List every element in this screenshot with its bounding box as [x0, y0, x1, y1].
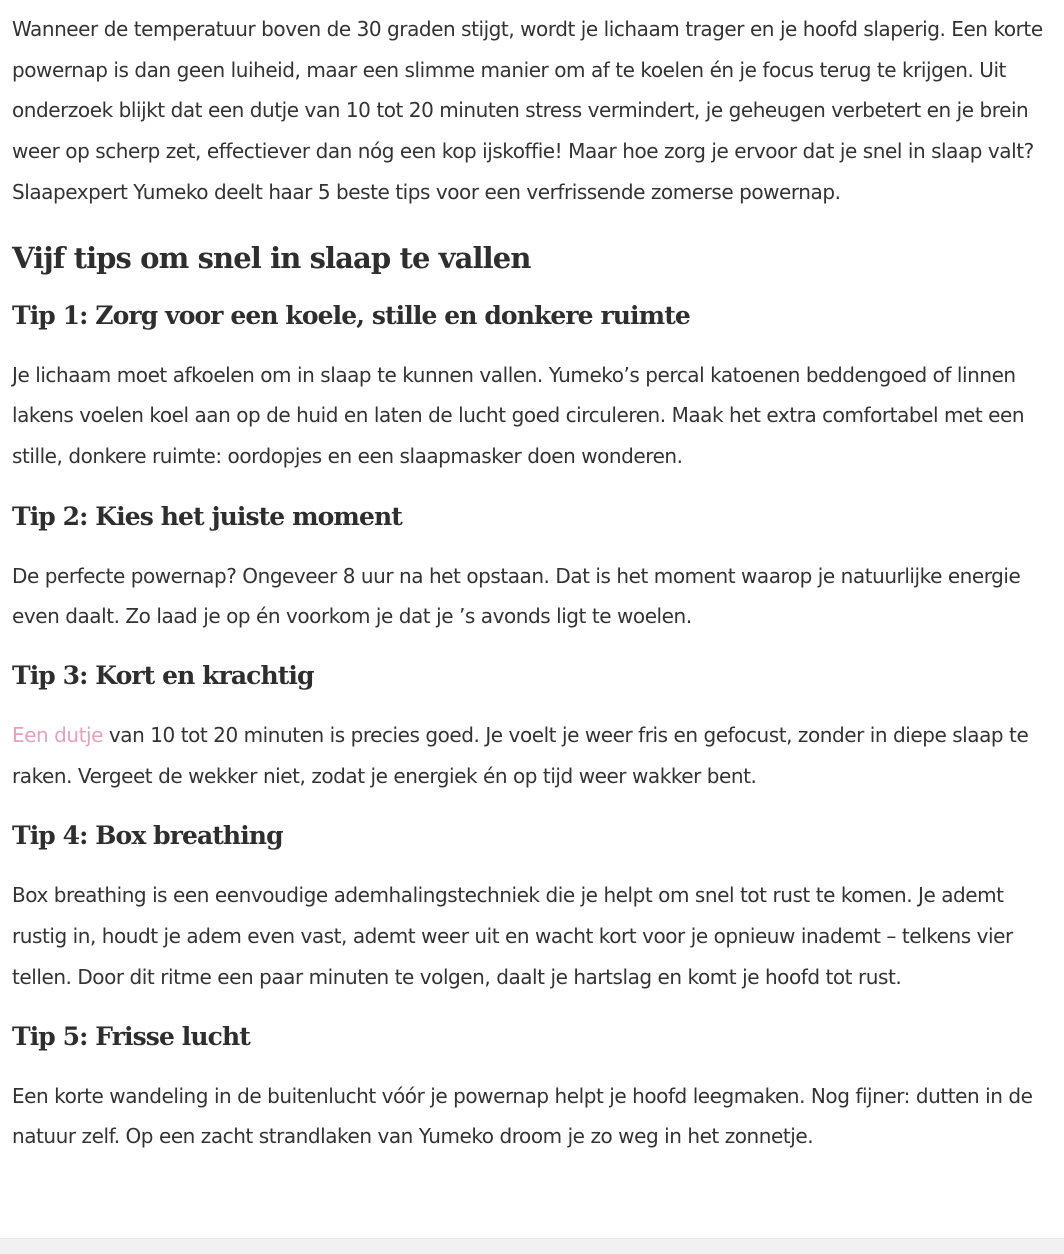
tip-3-paragraph — [12, 715, 1056, 796]
een-dutje-link[interactable]: Een dutje — [12, 723, 103, 748]
tip-4-paragraph: Box breathing is een eenvoudige ademhalingstechniek die je helpt om snel tot rust te komen. Je ademt rustig in, houdt je adem even vast, ademt weer uit en wacht kort voor je opnieuw inademt – telkens vier tellen. Door dit ritme een paar minuten te volgen, daalt je hartslag en komt je hoofd tot rust. — [12, 883, 1013, 989]
tip-1-paragraph: Je lichaam moet afkoelen om in slaap te kunnen vallen. Yumeko’s percal katoenen beddengoed of linnen lakens voelen koel aan op de huid en laten de lucht goed circuleren. Maak het extra comfortabel met een stille, donkere ruimte: oordopjes en een slaapmasker doen wonderen. — [12, 362, 1025, 468]
tip-3-heading: Tip 3: Kort en krachtig — [12, 661, 314, 691]
tip-4-heading: Tip 4: Box breathing — [12, 821, 283, 851]
tip-3-text: van 10 tot 20 minuten is precies goed. Je voelt je weer fris en gefocust, zonder in diepe slaap te raken. Vergeet de wekker niet, zodat je energiek én op tijd weer wakker bent. — [12, 723, 1029, 788]
section-heading: Vijf tips om snel in slaap te vallen — [12, 240, 531, 275]
tip-1-heading: Tip 1: Zorg voor een koele, stille en donkere ruimte — [12, 300, 690, 330]
intro-paragraph: Wanneer de temperatuur boven de 30 graden stijgt, wordt je lichaam trager en je hoofd slaperig. Een korte powernap is dan geen luiheid, maar een slimme manier om af te koelen én je focus terug te krijgen. Uit onderzoek blijkt dat een dutje van 10 tot 20 minuten stress vermindert, je geheugen verbetert en je brein weer op scherp zet, effectiever dan nóg een kop ijskoffie! Maar hoe zorg je ervoor dat je snel in slaap valt? Slaapexpert Yumeko deelt haar 5 beste tips voor een verfrissende zomerse powernap. — [12, 17, 1043, 204]
tip-5-heading: Tip 5: Frisse lucht — [12, 1021, 250, 1051]
article-body — [12, 0, 1056, 1157]
tip-2-heading: Tip 2: Kies het juiste moment — [12, 501, 402, 531]
tip-2-paragraph: De perfecte powernap? Ongeveer 8 uur na het opstaan. Dat is het moment waarop je natuurlijke energie even daalt. Zo laad je op én voorkom je dat je ’s avonds ligt te woelen. — [12, 563, 1021, 629]
footer-bar — [0, 1238, 1064, 1254]
tip-5-paragraph: Een korte wandeling in de buitenlucht vóór je powernap helpt je hoofd leegmaken. Nog fijner: dutten in de natuur zelf. Op een zacht strandlaken van Yumeko droom je zo weg in het zonnetje. — [12, 1083, 1033, 1149]
